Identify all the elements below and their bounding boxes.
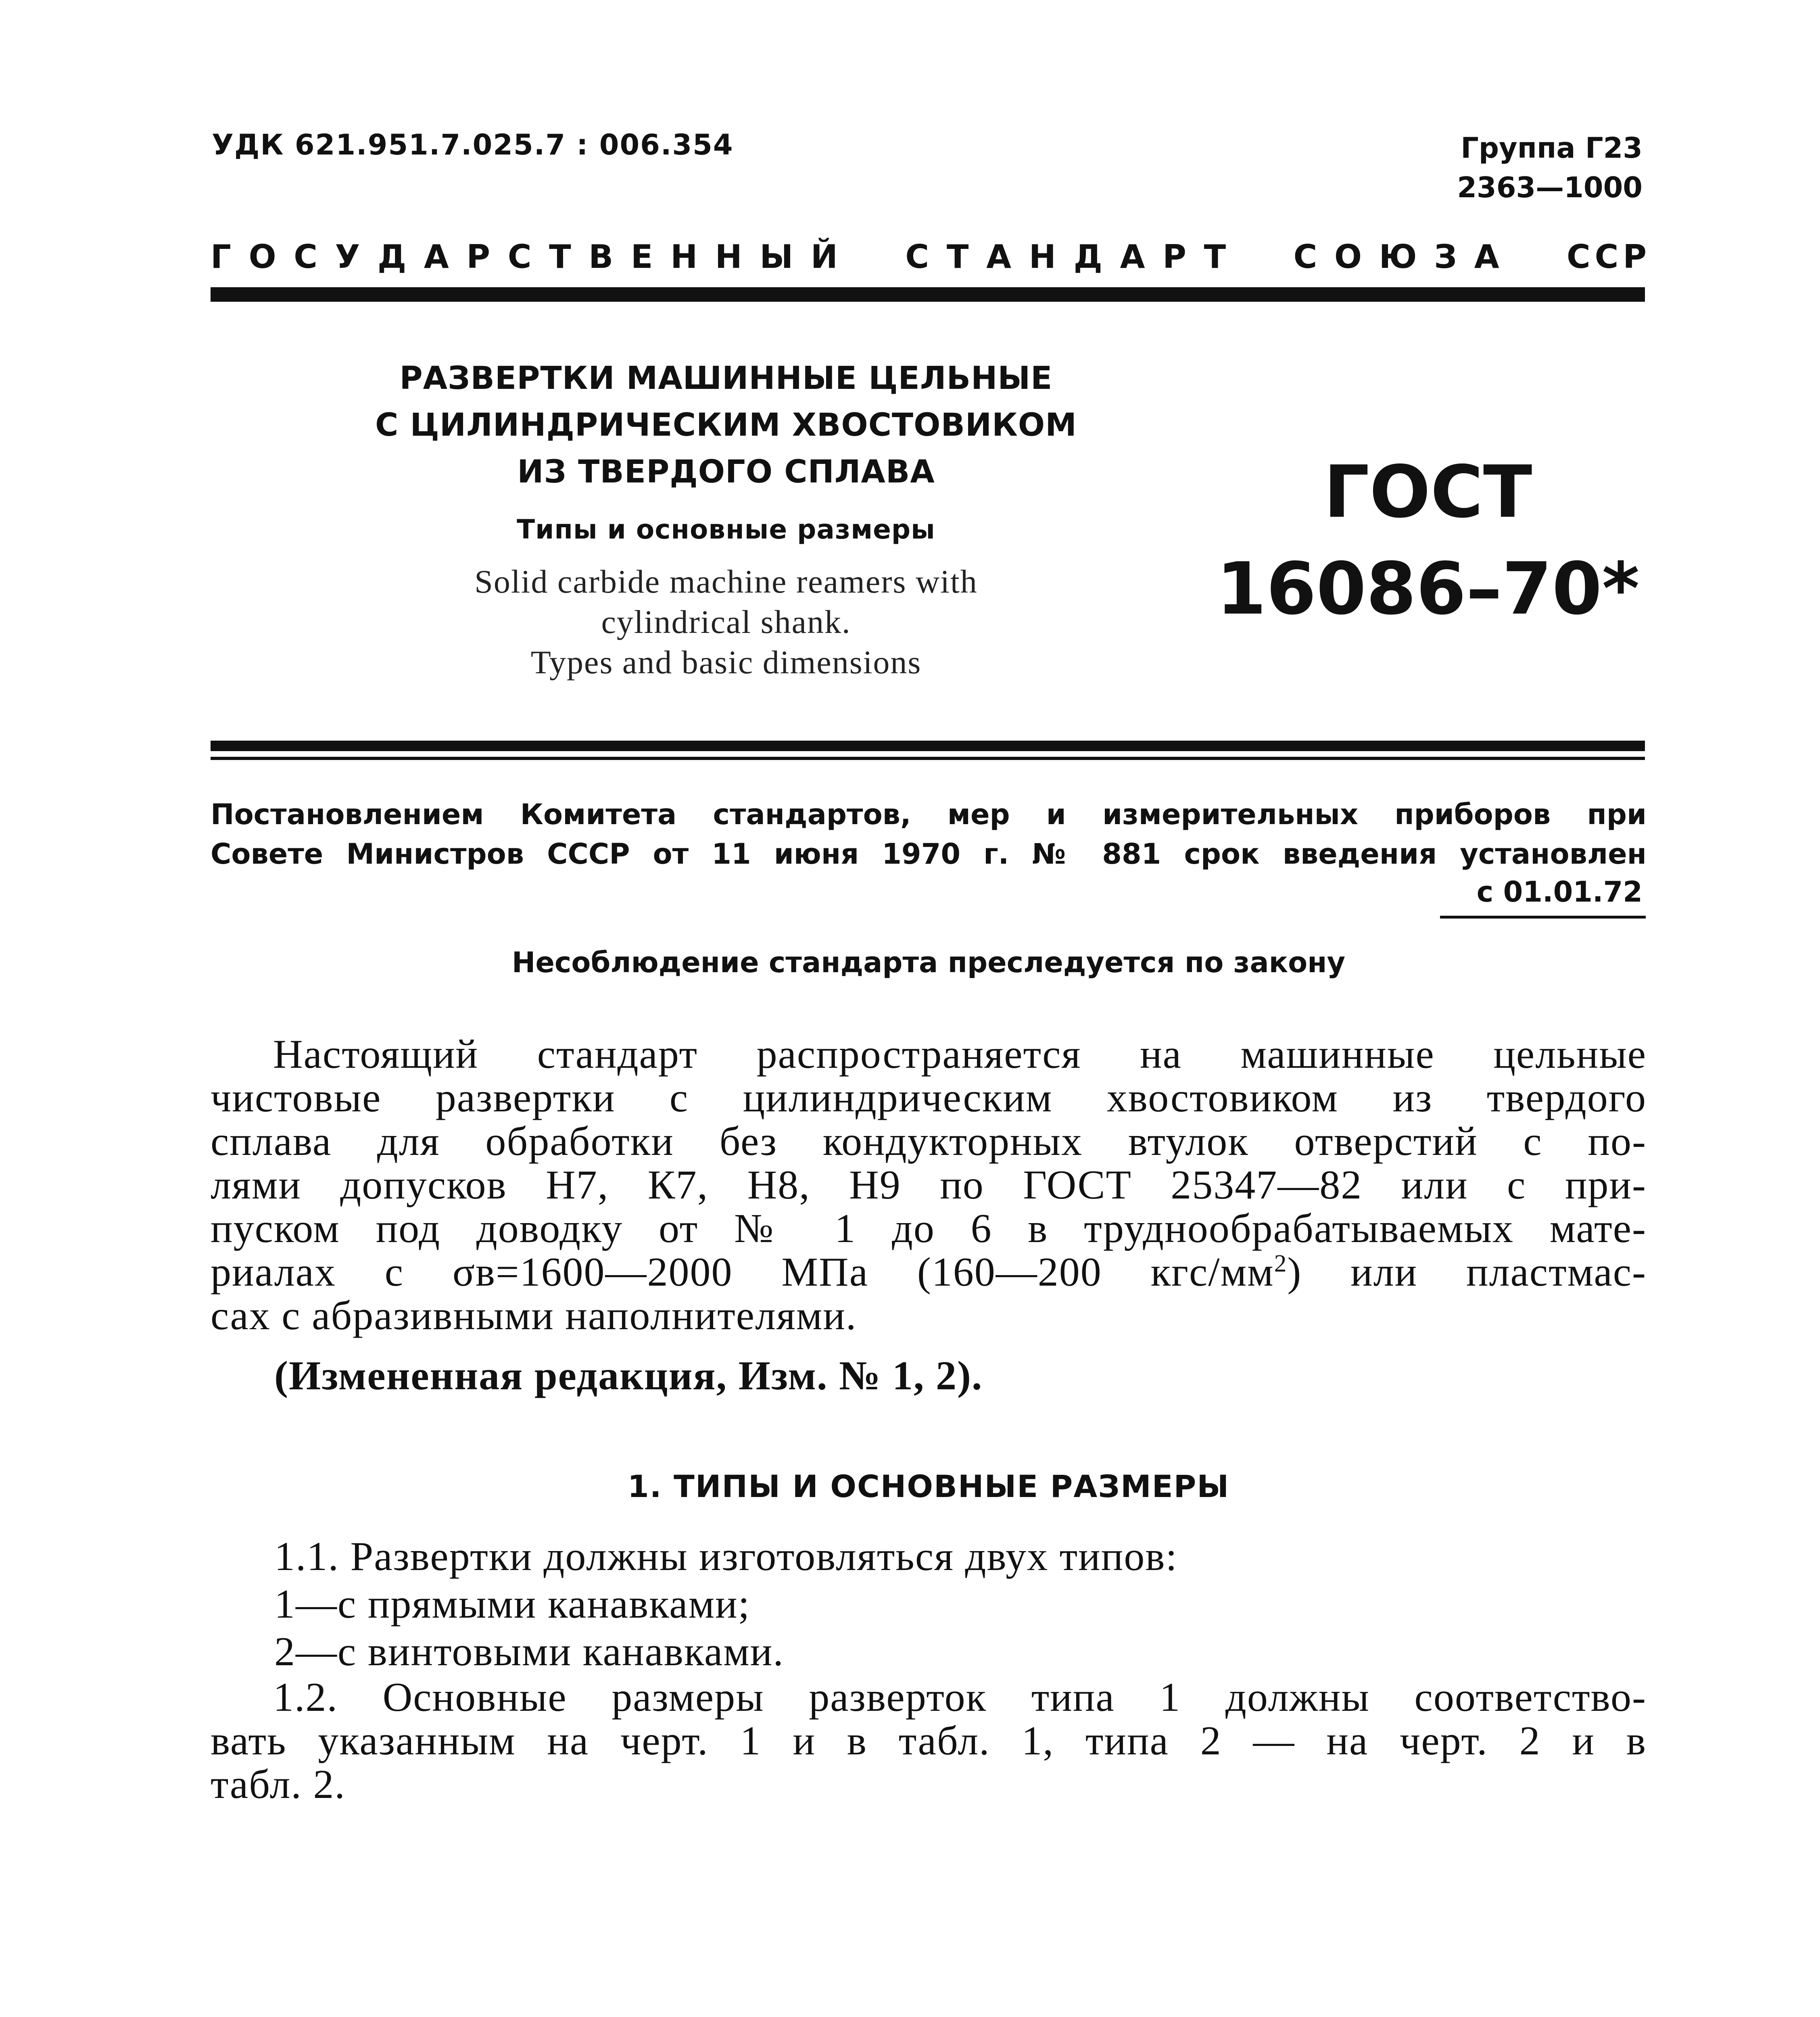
english-title-line-2: cylindrical shank. xyxy=(601,603,851,640)
banner-letter: Р xyxy=(466,238,490,276)
intro-line: Настоящий стандарт распространяется на машинные цельные xyxy=(273,1031,1647,1077)
intro-line: сплава для обработки без кондукторных втулок отверстий с по- xyxy=(211,1119,1647,1164)
banner-letter: Т xyxy=(549,238,571,276)
banner-letter: О xyxy=(248,238,276,276)
banner-letter: У xyxy=(335,238,360,276)
banner-word-ussr xyxy=(1567,238,1647,276)
banner-letter: А xyxy=(1120,238,1145,276)
group-label: Группа Г23 xyxy=(1461,132,1643,165)
gost-designation xyxy=(1186,444,1670,637)
intro-line-6-head: риалах с σв=1600—2000 МПа (160—200 кгс/мм xyxy=(211,1249,1274,1295)
banner-letter: Й xyxy=(810,238,838,276)
type-2-item: 2—с винтовыми канавками. xyxy=(274,1629,784,1675)
title-rule-thick xyxy=(211,741,1645,751)
banner-letter: А xyxy=(986,238,1012,276)
intro-line: лями допусков Н7, К7, Н8, Н9 по ГОСТ 25347—82 или с при- xyxy=(211,1162,1647,1208)
banner-letter: Т xyxy=(946,238,969,276)
date-underline xyxy=(1440,916,1646,919)
resolution-line-2: Совете Министров СССР от 11 июня 1970 г. № 881 срок введения установлен xyxy=(211,837,1647,871)
banner-letter: Н xyxy=(715,238,742,276)
banner-letter: Н xyxy=(1029,238,1056,276)
resolution-line-1: Постановлением Комитета стандартов, мер и измерительных приборов при xyxy=(211,798,1647,831)
clause-1-2-line: вать указанным на черт. 1 и в табл. 1, типа 2 — на черт. 2 и в xyxy=(211,1718,1647,1764)
gost-number: 16086–70* xyxy=(1216,547,1640,631)
section-heading: 1. ТИПЫ И ОСНОВНЫЕ РАЗМЕРЫ xyxy=(627,1468,1230,1504)
banner-word-standard xyxy=(905,238,1226,276)
title-line-3: ИЗ ТВЕРДОГО СПЛАВА xyxy=(517,454,935,490)
title-line-1: РАЗВЕРТКИ МАШИННЫЕ ЦЕЛЬНЫЕ xyxy=(399,360,1053,397)
banner-letter: Р xyxy=(1163,238,1186,276)
banner-letter: С xyxy=(1566,238,1590,276)
intro-line-6-tail: ) или пластмас- xyxy=(1287,1249,1647,1295)
banner-letter: Д xyxy=(377,238,407,276)
banner-letter: Н xyxy=(670,238,698,276)
banner-letter: С xyxy=(294,238,317,276)
amendment-note: (Измененная редакция, Изм. № 1, 2). xyxy=(274,1353,983,1399)
legal-warning: Несоблюдение стандарта преследуется по закону xyxy=(511,946,1346,979)
banner-letter: С xyxy=(905,238,929,276)
banner-letter: Г xyxy=(211,238,231,276)
title-subtitle: Типы и основные размеры xyxy=(517,514,935,545)
header-rule xyxy=(211,287,1645,302)
banner-letter: Д xyxy=(1073,238,1102,276)
intro-paragraph xyxy=(211,1033,1647,1338)
english-title-line-1: Solid carbide machine reamers with xyxy=(474,563,978,600)
intro-line: сах с абразивными наполнителями. xyxy=(211,1293,857,1338)
banner-letter: Ю xyxy=(1379,238,1417,276)
intro-line: пуском под доводку от № 1 до 6 в труднообрабатываемых мате- xyxy=(211,1206,1647,1251)
banner-letter: С xyxy=(507,238,532,276)
banner-letter: С xyxy=(1595,238,1619,276)
banner-word-union xyxy=(1294,238,1499,276)
title-block xyxy=(339,355,1113,683)
title-line-2: С ЦИЛИНДРИЧЕСКИМ ХВОСТОВИКОМ xyxy=(375,407,1077,443)
banner-letter: С xyxy=(1293,238,1317,276)
english-title-line-3: Types and basic dimensions xyxy=(530,644,922,681)
banner-letter: А xyxy=(1474,238,1499,276)
banner-letter: Е xyxy=(630,238,653,276)
standard-banner xyxy=(211,238,1647,276)
clause-1-2-line: табл. 2. xyxy=(211,1762,346,1807)
udk-code: УДК 621.951.7.025.7 : 006.354 xyxy=(212,128,734,161)
clause-1-2 xyxy=(211,1676,1647,1806)
banner-letter: В xyxy=(589,238,614,276)
intro-line xyxy=(211,1251,1647,1294)
gost-label: ГОСТ xyxy=(1323,450,1532,534)
banner-word-state xyxy=(211,238,838,276)
banner-letter: А xyxy=(424,238,449,276)
banner-letter: Р xyxy=(1623,238,1647,276)
banner-letter: З xyxy=(1434,238,1457,276)
introduction-date: с 01.01.72 xyxy=(1476,875,1643,908)
superscript-2: 2 xyxy=(1274,1250,1288,1277)
type-1-item: 1—с прямыми канавками; xyxy=(274,1581,751,1627)
okp-code: 2363—1000 xyxy=(1457,171,1643,204)
clause-1-1: 1.1. Развертки должны изготовляться двух типов: xyxy=(274,1534,1178,1579)
banner-letter: О xyxy=(1334,238,1362,276)
group-code xyxy=(1457,128,1643,207)
clause-1-2-line: 1.2. Основные размеры разверток типа 1 должны соответство- xyxy=(273,1675,1647,1720)
title-rule-thin xyxy=(211,757,1645,760)
resolution xyxy=(211,795,1647,874)
banner-letter: Т xyxy=(1204,238,1226,276)
banner-letter: Ы xyxy=(760,238,793,276)
intro-line: чистовые развертки с цилиндрическим хвостовиком из твердого xyxy=(211,1075,1647,1121)
